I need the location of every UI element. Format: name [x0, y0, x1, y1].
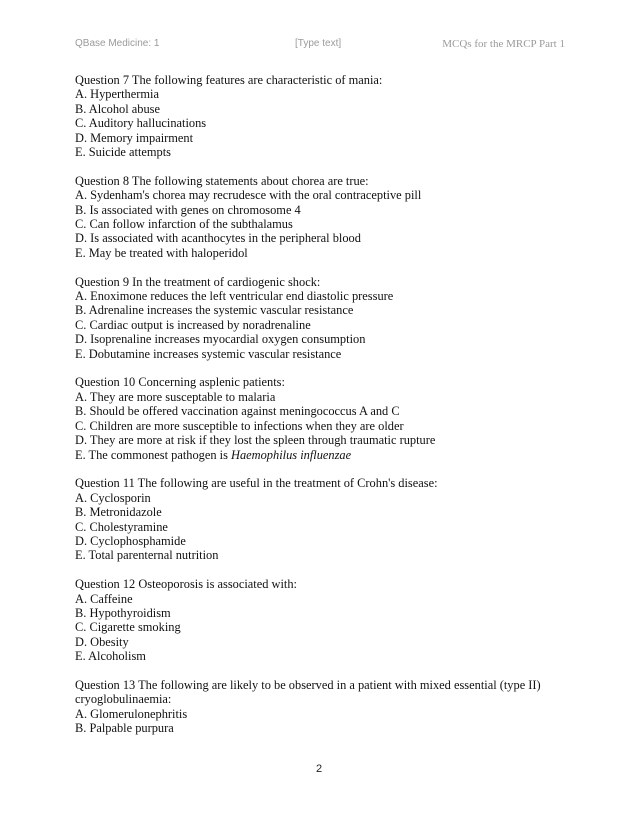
answer-option: D. They are more at risk if they lost the spleen through traumatic rupture: [75, 433, 436, 448]
page-header: [75, 38, 565, 52]
question-stem: Question 12 Osteoporosis is associated with:: [75, 577, 297, 592]
answer-option: B. Palpable purpura: [75, 721, 174, 736]
page-number: 2: [315, 763, 323, 775]
question-13: [75, 678, 575, 736]
question-stem: Question 11 The following are useful in the treatment of Crohn's disease:: [75, 476, 438, 491]
answer-option: A. Hyperthermia: [75, 87, 159, 102]
answer-option: D. Cyclophosphamide: [75, 533, 186, 548]
answer-option: E. May be treated with haloperidol: [75, 245, 248, 260]
answer-option: D. Isoprenaline increases myocardial oxygen consumption: [75, 332, 366, 347]
question-9: [75, 275, 575, 361]
question-stem: Question 9 In the treatment of cardiogenic shock:: [75, 274, 321, 289]
question-12: [75, 577, 575, 663]
answer-option: E. Dobutamine increases systemic vascular resistance: [75, 346, 342, 361]
question-stem: Question 13 The following are likely to be observed in a patient with mixed essential (type II): [75, 677, 541, 692]
answer-option: [75, 448, 575, 462]
header-center-text: [Type text]: [295, 38, 342, 49]
question-8: [75, 174, 575, 260]
answer-option: B. Is associated with genes on chromosome 4: [75, 202, 301, 217]
answer-option: E. Alcoholism: [75, 649, 146, 664]
question-stem: Question 10 Concerning asplenic patients:: [75, 375, 285, 390]
question-list: [75, 73, 575, 750]
question-stem: Question 7 The following features are characteristic of mania:: [75, 73, 383, 87]
answer-option: C. Cigarette smoking: [75, 620, 181, 635]
answer-option: B. Hypothyroidism: [75, 605, 171, 620]
answer-option: B. Metronidazole: [75, 505, 162, 520]
question-7: [75, 73, 575, 159]
answer-option: D. Memory impairment: [75, 130, 194, 145]
answer-option: A. Caffeine: [75, 591, 133, 606]
question-stem: Question 8 The following statements about chorea are true:: [75, 173, 369, 188]
answer-option: B. Alcohol abuse: [75, 101, 161, 116]
answer-option: A. They are more susceptable to malaria: [75, 389, 276, 404]
answer-option: C. Children are more susceptible to infections when they are older: [75, 418, 404, 433]
header-right-text: MCQs for the MRCP Part 1: [442, 38, 565, 50]
answer-option: B. Should be offered vaccination against meningococcus A and C: [75, 404, 400, 419]
answer-option: A. Enoximone reduces the left ventricular end diastolic pressure: [75, 289, 394, 304]
answer-option: D. Is associated with acanthocytes in the peripheral blood: [75, 231, 361, 246]
pathogen-name: Haemophilus influenzae: [231, 447, 352, 462]
answer-option: C. Cardiac output is increased by noradrenaline: [75, 317, 311, 332]
answer-option: A. Glomerulonephritis: [75, 706, 188, 721]
header-left-text: QBase Medicine: 1: [75, 38, 160, 49]
answer-option-prefix: E. The commonest pathogen is: [75, 447, 232, 462]
answer-option: B. Adrenaline increases the systemic vascular resistance: [75, 303, 354, 318]
answer-option: E. Suicide attempts: [75, 145, 172, 160]
answer-option: C. Cholestyramine: [75, 519, 168, 534]
question-10: [75, 375, 575, 461]
question-11: [75, 476, 575, 562]
answer-option: C. Auditory hallucinations: [75, 116, 207, 131]
question-stem-continued: cryoglobulinaemia:: [75, 692, 172, 707]
answer-option: A. Cyclosporin: [75, 490, 151, 505]
answer-option: A. Sydenham's chorea may recrudesce with the oral contraceptive pill: [75, 188, 422, 203]
answer-option: E. Total parenternal nutrition: [75, 548, 219, 563]
answer-option: D. Obesity: [75, 634, 129, 649]
answer-option: C. Can follow infarction of the subthalamus: [75, 217, 293, 232]
